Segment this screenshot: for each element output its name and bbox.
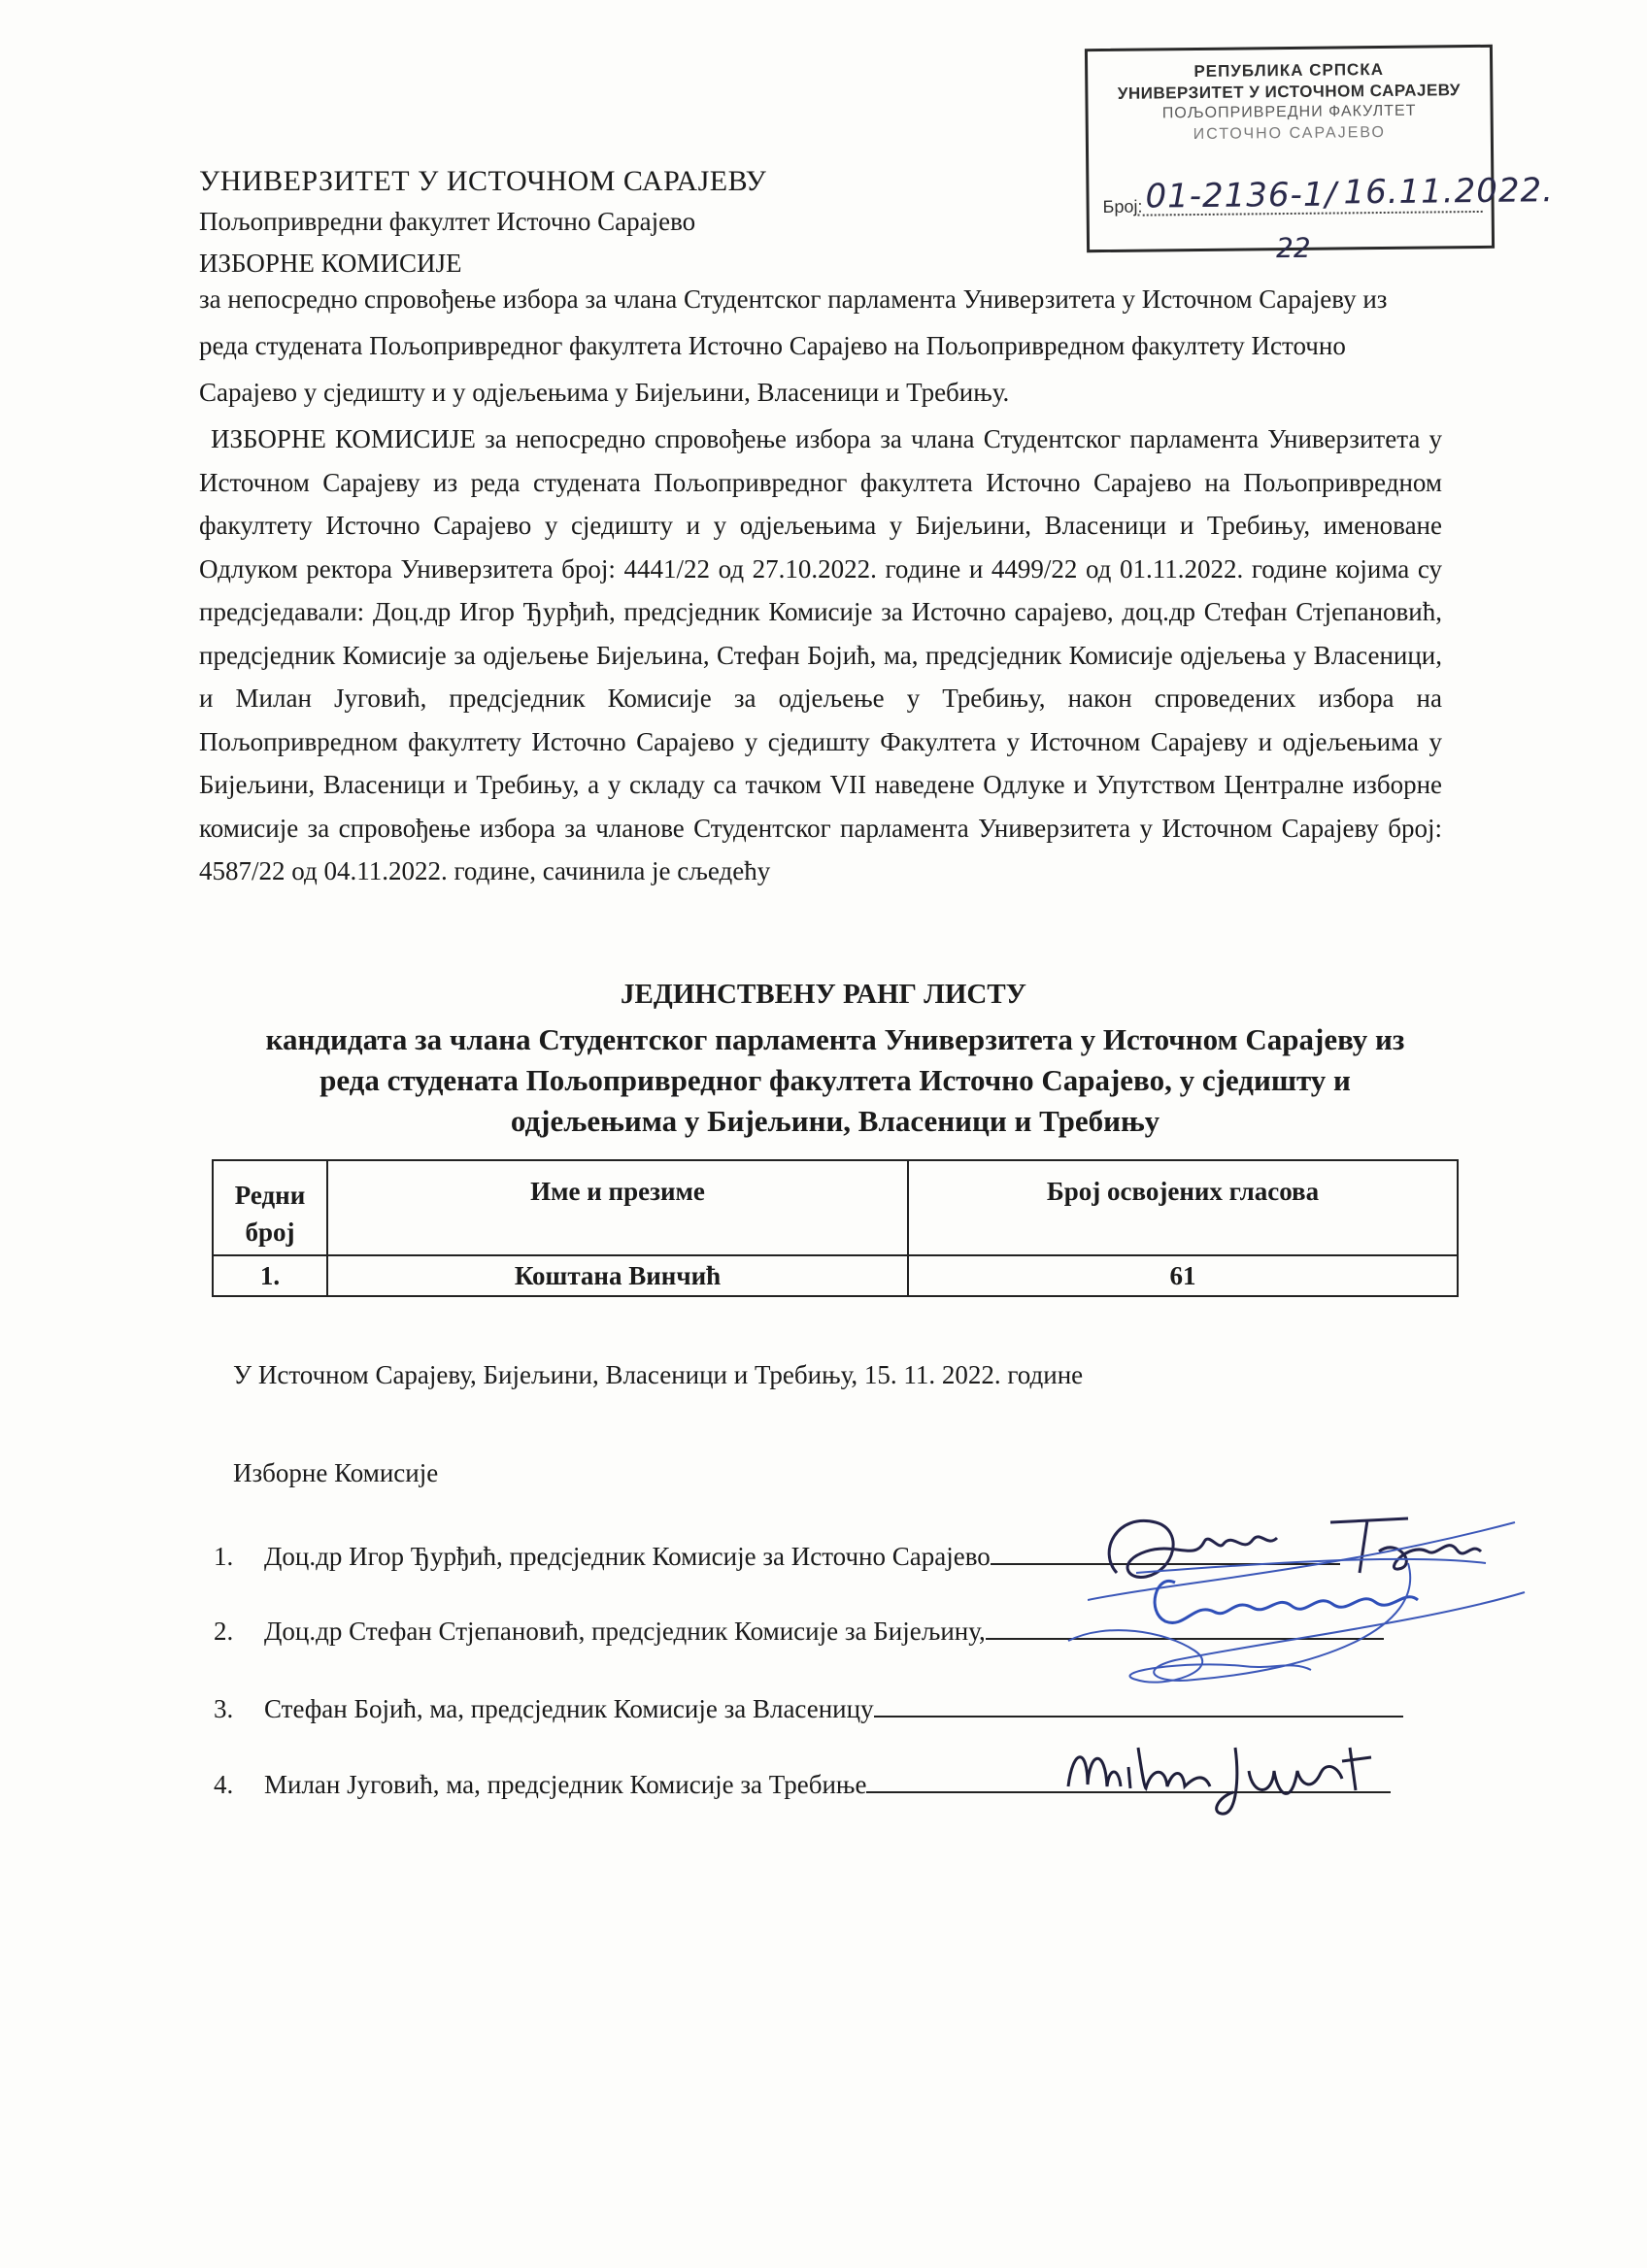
registry-stamp <box>1085 45 1555 265</box>
header-rank: Редни број <box>213 1160 327 1255</box>
stamp-broj-value: 01-2136-1/ <box>1145 175 1338 217</box>
member-text: Доц.др Игор Ђурђић, предсједник Комисије за Источно Сарајево <box>264 1542 991 1571</box>
stamp-line-4: ИСТОЧНО САРАЈЕВО <box>1193 123 1387 144</box>
stamp-line-1: РЕПУБЛИКА СРПСКА <box>1193 59 1385 82</box>
member-number: 2. <box>214 1617 234 1646</box>
cell-name: Коштана Винчић <box>327 1255 908 1296</box>
header-name: Име и презиме <box>327 1160 908 1255</box>
stamp-broj-label: Број: <box>1102 196 1143 217</box>
document-subtitle: кандидата за члана Студентског парламента Универзитета у Источном Сарајеву из реда студената Пољопривредног факултета Источно Сарајево, у сједишту и одјељењима у Бијељини, Власеници и Требињу <box>265 1022 1405 1138</box>
rank-table-header-row <box>213 1160 1458 1255</box>
commissions-label: Изборне Комисије <box>233 1458 439 1487</box>
signature-3 <box>1049 1602 1340 1718</box>
member-number: 1. <box>214 1542 234 1571</box>
member-text: Доц.др Стефан Стјепановић, предсједник Комисије за Бијељину, <box>264 1617 986 1646</box>
university-name: УНИВЕРЗИТЕТ У ИСТОЧНОМ САРАЈЕВУ <box>199 165 767 197</box>
stamp-broj-suffix: 22 <box>1275 231 1311 265</box>
member-text: Стефан Бојић, ма, предсједник Комисије за Власеницу <box>264 1694 874 1723</box>
header-purpose: за непосредно спровођење избора за члана Студентског парламента Универзитета у Источном Сарајеву из реда студената Пољопривредног факултета Источно Сарајево на Пољопривредном факултету Источно Сарајево у сједишту и у одјељењима у Бијељини, Власеници и Требињу. <box>199 284 1388 407</box>
document-title: ЈЕДИНСТВЕНУ РАНГ ЛИСТУ <box>621 979 1026 1010</box>
intro-paragraph: ИЗБОРНЕ КОМИСИЈЕ за непосредно спровођење избора за члана Студентског парламента Универзитета у Источном Сарајеву из реда студената Пољопривредног факултета Источно Сарајево на Пољопривредном факултету Источно Сарајево у сједишту и у одјељењима у Бијељини, Власеници и Требињу, именоване Одлуком ректора Универзитета број: 4441/22 од 27.10.2022. године и 4499/22 од 01.11.2022. године којима су предсједавали: Доц.др Игор Ђурђић, предсједник Комисије за Источно сарајево, доц.др Стефан Стјепановић, предсједник Комисије за одјељење Бијељина, Стефан Бојић, ма, предсједник Комисије одјељења у Власеници, и Милан Југовић, предсједник Комисије за одјељење у Требињу, након спроведених избора на Пољопривредном факултету Источно Сарајево у сједишту Факултета у Источном Сарајеву и одјељењима у Бијељини, Власеници и Требињу, а у складу са тачком VII наведене Одлуке и Упутством Централне изборне комисије за спровођење избора за чланове Студентског парламента Универзитета у Источном Сарајеву број: 4587/22 од 04.11.2022. године, сачинила је сљедећу <box>199 424 1442 885</box>
rank-table <box>212 1159 1459 1297</box>
signature-4 <box>1059 1709 1389 1825</box>
place-and-date: У Источном Сарајеву, Бијељини, Власеници и Требињу, 15. 11. 2022. године <box>233 1360 1084 1389</box>
member-number: 4. <box>214 1770 234 1799</box>
stamp-date-value: 16.11.2022. <box>1343 171 1555 213</box>
member-text: Милан Југовић, ма, предсједник Комисије за Требиње <box>264 1770 867 1799</box>
header-votes: Број освојених гласова <box>908 1160 1458 1255</box>
member-number: 3. <box>214 1694 234 1723</box>
issuing-body: ИЗБОРНЕ КОМИСИЈЕ <box>199 249 462 278</box>
faculty-name: Пољопривредни факултет Источно Сарајево <box>199 207 696 236</box>
cell-rank: 1. <box>213 1255 327 1296</box>
stamp-line-2: УНИВЕРЗИТЕТ У ИСТОЧНОМ САРАЈЕВУ <box>1117 81 1462 103</box>
cell-votes: 61 <box>908 1255 1458 1296</box>
table-row <box>213 1255 1458 1296</box>
stamp-line-3: ПОЉОПРИВРЕДНИ ФАКУЛТЕТ <box>1161 102 1417 122</box>
